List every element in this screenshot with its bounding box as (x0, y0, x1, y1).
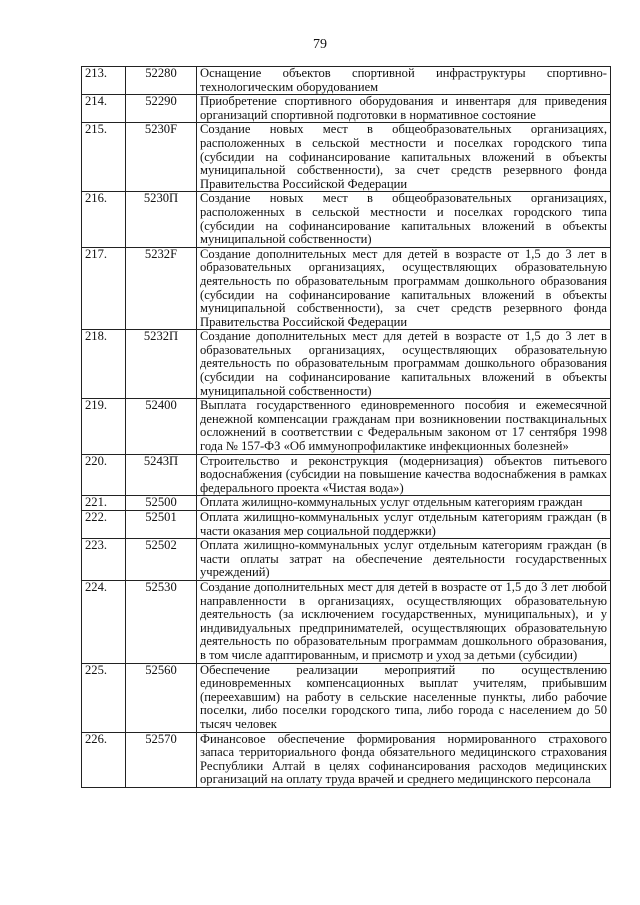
row-code: 5232F (126, 247, 197, 330)
row-number: 216. (82, 192, 126, 247)
row-code: 52500 (126, 496, 197, 511)
row-code: 5230F (126, 123, 197, 192)
row-code: 52560 (126, 663, 197, 732)
row-description: Оплата жилищно-коммунальных услуг отдельным категориям граждан (197, 496, 611, 511)
row-code: 52280 (126, 67, 197, 95)
row-description: Обеспечение реализации мероприятий по осуществлению единовременных компенсационных выплат учителям, прибывшим (переехавшим) на работу в сельские населенные пункты, либо рабочие поселки, либо поселки городского типа, либо города с населением до 50 тысяч человек (197, 663, 611, 732)
row-number: 214. (82, 95, 126, 123)
table-row (82, 247, 611, 330)
table-row (82, 663, 611, 732)
row-number: 225. (82, 663, 126, 732)
row-number: 215. (82, 123, 126, 192)
row-number: 218. (82, 330, 126, 399)
row-number: 226. (82, 732, 126, 787)
table-row (82, 95, 611, 123)
row-number: 220. (82, 454, 126, 496)
row-description: Создание новых мест в общеобразовательных организациях, расположенных в сельской местности и поселках городского типа (субсидии на софинансирование капитальных вложений в объекты муниципальной собственности), за счет средств резервного фонда Правительства Российской Федерации (197, 123, 611, 192)
table-row (82, 539, 611, 581)
row-code: 5232П (126, 330, 197, 399)
row-description: Оплата жилищно-коммунальных услуг отдельным категориям граждан (в части оплаты затрат на обеспечение деятельности государственных учреждений) (197, 539, 611, 581)
table-row (82, 454, 611, 496)
row-code: 5230П (126, 192, 197, 247)
table-row (82, 330, 611, 399)
row-number: 219. (82, 399, 126, 454)
row-description: Оплата жилищно-коммунальных услуг отдельным категориям граждан (в части оказания мер социальной поддержки) (197, 511, 611, 539)
row-code: 52530 (126, 580, 197, 663)
row-code: 52570 (126, 732, 197, 787)
budget-codes-table (81, 66, 611, 788)
table-row (82, 580, 611, 663)
row-number: 221. (82, 496, 126, 511)
row-code: 52400 (126, 399, 197, 454)
row-number: 222. (82, 511, 126, 539)
row-description: Выплата государственного единовременного пособия и ежемесячной денежной компенсации гражданам при возникновении поствакцинальных осложнений в соответствии с Федеральным законом от 17 сентября 1998 года № 157-ФЗ «Об иммунопрофилактике инфекционных болезней» (197, 399, 611, 454)
row-number: 213. (82, 67, 126, 95)
page-number: 79 (313, 37, 327, 52)
row-description: Создание дополнительных мест для детей в возрасте от 1,5 до 3 лет любой направленности в организациях, осуществляющих образовательную деятельность (за исключением государственных, муниципальных), и у индивидуальных предпринимателей, осуществляющих образовательную деятельность по образовательным программам дошкольного образования, в том числе адаптированным, и присмотр и уход за детьми (субсидии) (197, 580, 611, 663)
row-code: 52502 (126, 539, 197, 581)
table-row (82, 67, 611, 95)
row-code: 52501 (126, 511, 197, 539)
row-number: 217. (82, 247, 126, 330)
row-description: Создание дополнительных мест для детей в возрасте от 1,5 до 3 лет в образовательных организациях, осуществляющих образовательную деятельность по образовательным программам дошкольного образования (субсидии на софинансирование капитальных вложений в объекты муниципальной собственности), за счет средств резервного фонда Правительства Российской Федерации (197, 247, 611, 330)
table-row (82, 399, 611, 454)
row-number: 224. (82, 580, 126, 663)
row-description: Оснащение объектов спортивной инфраструктуры спортивно-технологическим оборудованием (197, 67, 611, 95)
table-row (82, 192, 611, 247)
table-row (82, 496, 611, 511)
table-row (82, 511, 611, 539)
row-description: Создание новых мест в общеобразовательных организациях, расположенных в сельской местности и поселках городского типа (субсидии на софинансирование капитальных вложений в объекты муниципальной собственности) (197, 192, 611, 247)
row-description: Создание дополнительных мест для детей в возрасте от 1,5 до 3 лет в образовательных организациях, осуществляющих образовательную деятельность по образовательным программам дошкольного образования (субсидии на софинансирование капитальных вложений в объекты муниципальной собственности) (197, 330, 611, 399)
table-row (82, 123, 611, 192)
row-description: Строительство и реконструкция (модернизация) объектов питьевого водоснабжения (субсидии на повышение качества водоснабжения в рамках федерального проекта «Чистая вода») (197, 454, 611, 496)
row-description: Финансовое обеспечение формирования нормированного страхового запаса территориального фонда обязательного медицинского страхования Республики Алтай в целях софинансирования расходов медицинских организаций на оплату труда врачей и среднего медицинского персонала (197, 732, 611, 787)
row-code: 52290 (126, 95, 197, 123)
table-row (82, 732, 611, 787)
row-description: Приобретение спортивного оборудования и инвентаря для приведения организаций спортивной подготовки в нормативное состояние (197, 95, 611, 123)
row-code: 5243П (126, 454, 197, 496)
row-number: 223. (82, 539, 126, 581)
